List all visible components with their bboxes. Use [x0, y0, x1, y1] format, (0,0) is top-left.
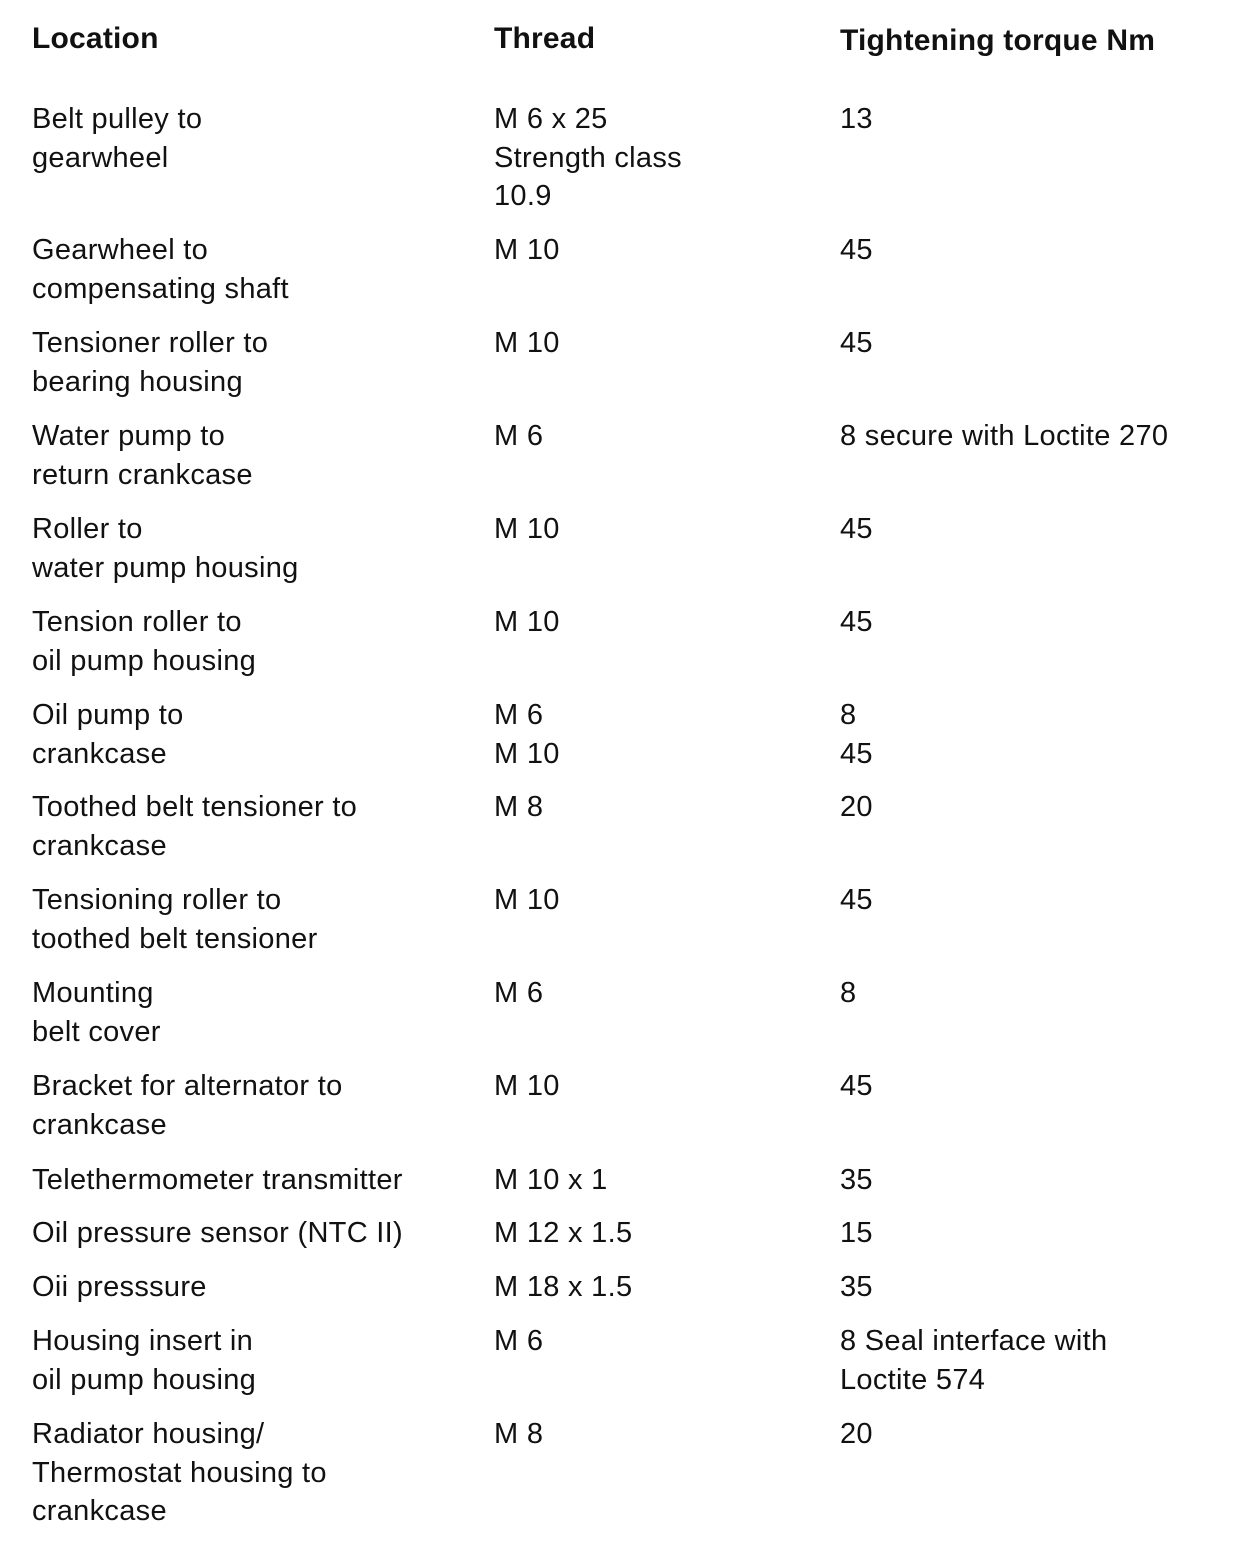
thread-cell: M 8 — [494, 1418, 544, 1450]
location-cell: Tension roller to oil pump housing — [32, 606, 257, 677]
torque-cell: 15 — [840, 1217, 873, 1249]
location-cell: Bracket for alternator to crankcase — [32, 1070, 343, 1141]
torque-cell: 45 — [840, 1070, 873, 1102]
location-cell: Mounting belt cover — [32, 977, 161, 1048]
thread-cell: M 6 x 25 Strength class 10.9 — [494, 103, 682, 212]
thread-cell: M 6 — [494, 977, 544, 1009]
location-cell: Toothed belt tensioner to crankcase — [32, 791, 358, 862]
location-cell: Tensioner roller to bearing housing — [32, 327, 269, 398]
thread-cell: M 10 x 1 — [494, 1164, 608, 1196]
thread-cell: M 10 — [494, 884, 560, 916]
torque-cell: 45 — [840, 513, 873, 545]
torque-cell: 45 — [840, 327, 873, 359]
header-thread: Thread — [494, 22, 596, 55]
torque-cell: 8 45 — [840, 699, 873, 770]
thread-cell: M 10 — [494, 606, 560, 638]
location-cell: Radiator housing/ Thermostat housing to crankcase — [32, 1418, 327, 1527]
torque-cell: 8 — [840, 977, 857, 1009]
location-cell: Housing insert in oil pump housing — [32, 1325, 257, 1396]
thread-cell: M 10 — [494, 513, 560, 545]
location-cell: Belt pulley to gearwheel — [32, 103, 203, 174]
thread-cell: M 6 — [494, 1325, 544, 1357]
thread-cell: M 18 x 1.5 — [494, 1271, 633, 1303]
torque-cell: 35 — [840, 1164, 873, 1196]
location-cell: Gearwheel to compensating shaft — [32, 234, 289, 305]
location-cell: Oil pump to crankcase — [32, 699, 184, 770]
header-torque: Tightening torque Nm — [840, 24, 1156, 57]
torque-cell: 13 — [840, 103, 873, 135]
location-cell: Oil pressure sensor (NTC II) — [32, 1217, 403, 1249]
torque-cell: 20 — [840, 791, 873, 823]
header-location: Location — [32, 22, 159, 55]
thread-cell: M 10 — [494, 234, 560, 266]
thread-cell: M 12 x 1.5 — [494, 1217, 633, 1249]
torque-cell: 20 — [840, 1418, 873, 1450]
location-cell: Oii presssure — [32, 1271, 207, 1303]
thread-cell: M 10 — [494, 1070, 560, 1102]
thread-cell: M 6 — [494, 420, 544, 452]
torque-cell: 45 — [840, 606, 873, 638]
torque-cell: 45 — [840, 234, 873, 266]
thread-cell: M 6 M 10 — [494, 699, 560, 770]
torque-cell: 35 — [840, 1271, 873, 1303]
location-cell: Roller to water pump housing — [32, 513, 299, 584]
torque-cell: 45 — [840, 884, 873, 916]
location-cell: Tensioning roller to toothed belt tensioner — [32, 884, 318, 955]
location-cell: Water pump to return crankcase — [32, 420, 253, 491]
torque-cell: 8 Seal interface with Loctite 574 — [840, 1325, 1108, 1396]
thread-cell: M 8 — [494, 791, 544, 823]
torque-cell: 8 secure with Loctite 270 — [840, 420, 1169, 452]
location-cell: Telethermometer transmitter — [32, 1164, 403, 1196]
thread-cell: M 10 — [494, 327, 560, 359]
